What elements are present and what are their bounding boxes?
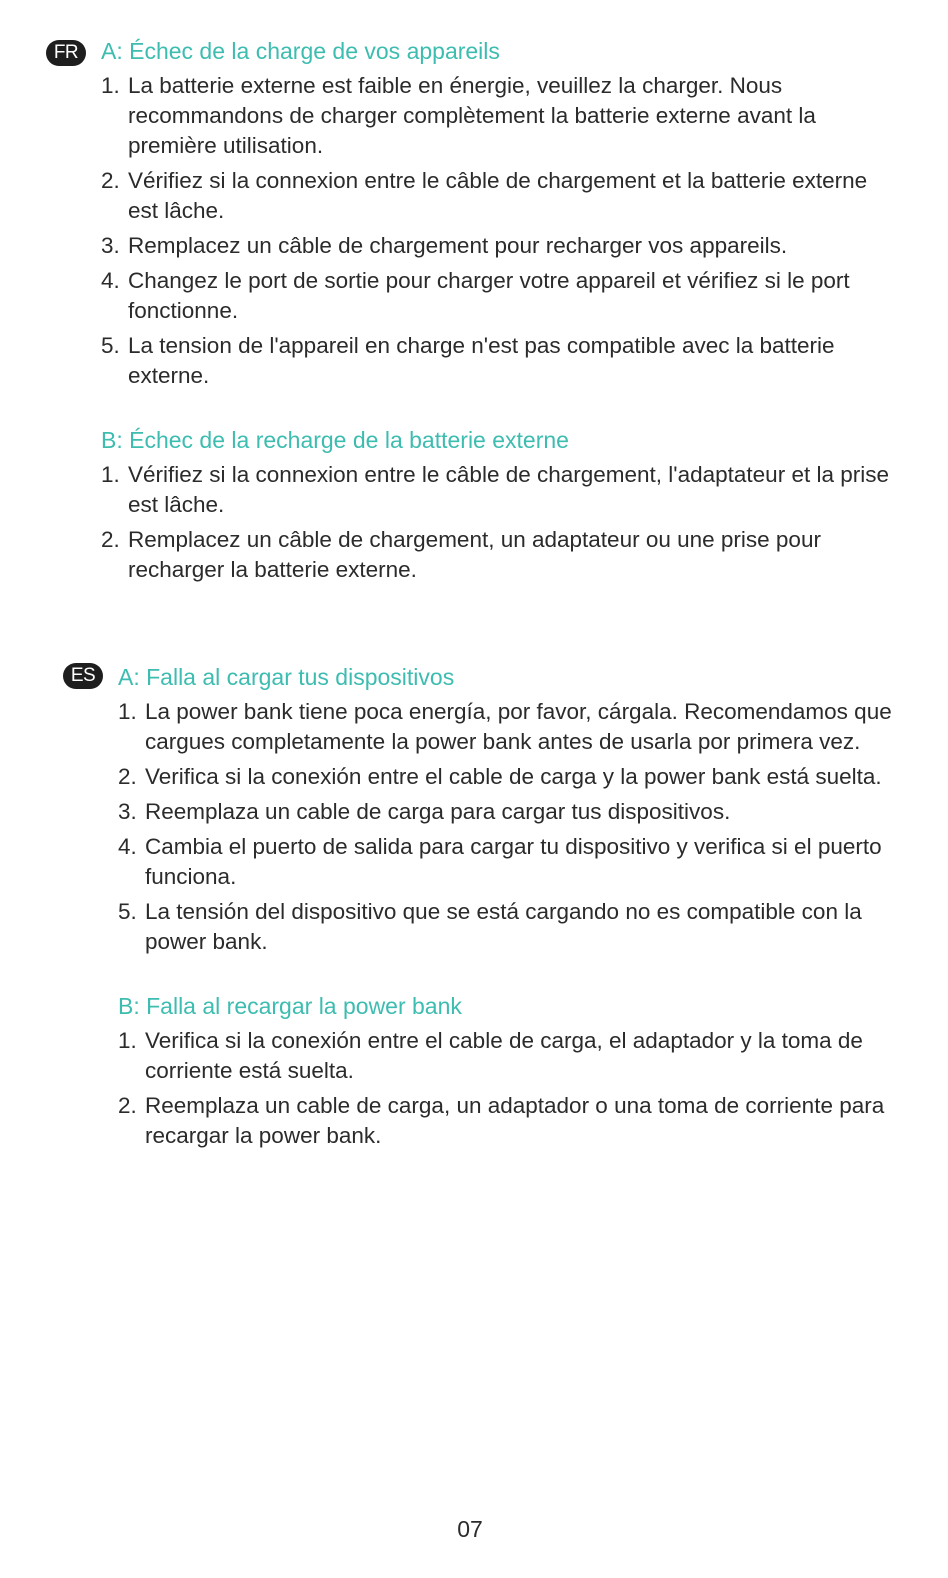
- list-item-number: 3.: [101, 233, 120, 258]
- list-item-number: 1.: [101, 462, 120, 487]
- es-subsection-b: [118, 991, 918, 1151]
- list-item-number: 1.: [118, 699, 137, 724]
- list-item-text: Reemplaza un cable de carga para cargar tus dispositivos.: [145, 799, 731, 824]
- es-subsection-a: [118, 662, 918, 957]
- list-item: [101, 166, 901, 226]
- list-item-number: 5.: [101, 333, 120, 358]
- fr-list-b: [101, 460, 901, 585]
- list-item: [118, 1091, 918, 1151]
- list-item: [101, 525, 901, 585]
- fr-list-a: [101, 71, 901, 391]
- fr-subsection-a: [101, 36, 901, 391]
- list-item-text: Vérifiez si la connexion entre le câble de chargement et la batterie externe est lâche.: [128, 168, 868, 223]
- list-item: [118, 762, 918, 792]
- list-item-text: Reemplaza un cable de carga, un adaptador o una toma de corriente para recargar la power bank.: [145, 1093, 885, 1148]
- list-item-text: Verifica si la conexión entre el cable de carga, el adaptador y la toma de corriente está suelta.: [145, 1028, 863, 1083]
- list-item: [101, 231, 901, 261]
- list-item-number: 4.: [101, 268, 120, 293]
- list-item: [118, 897, 918, 957]
- language-badge-es: ES: [63, 663, 103, 689]
- list-item-number: 4.: [118, 834, 137, 859]
- list-item-text: La batterie externe est faible en énergie, veuillez la charger. Nous recommandons de charger complètement la batterie externe avant la première utilisation.: [128, 73, 816, 158]
- list-item-number: 2.: [118, 764, 137, 789]
- list-item-number: 3.: [118, 799, 137, 824]
- list-item-text: La tensión del dispositivo que se está cargando no es compatible con la power bank.: [145, 899, 862, 954]
- list-item-number: 1.: [118, 1028, 137, 1053]
- page-number: 07: [457, 1516, 483, 1542]
- fr-subsection-b: [101, 425, 901, 585]
- list-item-number: 2.: [118, 1093, 137, 1118]
- spanish-content: [118, 662, 918, 1156]
- list-item-text: Verifica si la conexión entre el cable de carga y la power bank está suelta.: [145, 764, 882, 789]
- es-list-a: [118, 697, 918, 957]
- language-badge-fr: FR: [46, 40, 86, 66]
- es-heading-a: A: Falla al cargar tus dispositivos: [118, 664, 455, 690]
- list-item: [101, 460, 901, 520]
- list-item: [118, 797, 918, 827]
- list-item: [118, 1026, 918, 1086]
- list-item-number: 2.: [101, 527, 120, 552]
- list-item: [118, 832, 918, 892]
- french-content: [101, 36, 901, 590]
- list-item-text: La tension de l'appareil en charge n'est pas compatible avec la batterie externe.: [128, 333, 835, 388]
- list-item-text: Vérifiez si la connexion entre le câble de chargement, l'adaptateur et la prise est lâche.: [128, 462, 889, 517]
- list-item-text: Remplacez un câble de chargement, un adaptateur ou une prise pour recharger la batterie externe.: [128, 527, 821, 582]
- list-item-number: 2.: [101, 168, 120, 193]
- list-item: [118, 697, 918, 757]
- list-item: [101, 71, 901, 161]
- list-item: [101, 331, 901, 391]
- es-heading-b: B: Falla al recargar la power bank: [118, 993, 462, 1019]
- list-item-text: Changez le port de sortie pour charger votre appareil et vérifiez si le port fonctionne.: [128, 268, 850, 323]
- list-item-text: Remplacez un câble de chargement pour recharger vos appareils.: [128, 233, 788, 258]
- fr-heading-b: B: Échec de la recharge de la batterie externe: [101, 427, 569, 453]
- fr-heading-a: A: Échec de la charge de vos appareils: [101, 38, 500, 64]
- list-item-text: Cambia el puerto de salida para cargar tu dispositivo y verifica si el puerto funciona.: [145, 834, 882, 889]
- list-item-number: 5.: [118, 899, 137, 924]
- list-item: [101, 266, 901, 326]
- es-list-b: [118, 1026, 918, 1151]
- list-item-number: 1.: [101, 73, 120, 98]
- list-item-text: La power bank tiene poca energía, por favor, cárgala. Recomendamos que cargues completamente la power bank antes de usarla por primera vez.: [145, 699, 892, 754]
